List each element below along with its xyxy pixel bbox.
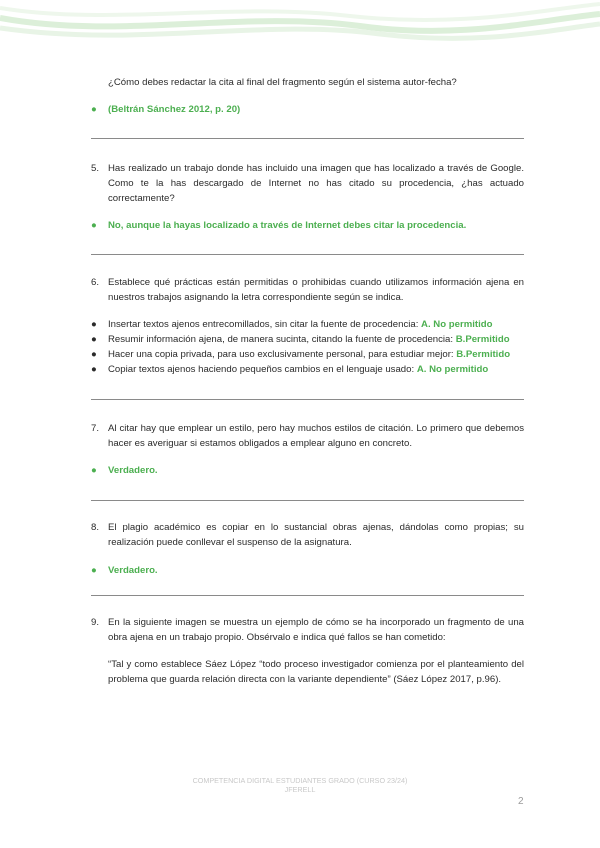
question-9 xyxy=(91,615,524,645)
section-divider xyxy=(91,254,524,255)
question-6-list xyxy=(91,317,524,377)
question-8-answer xyxy=(91,563,524,578)
page-number: 2 xyxy=(518,796,524,807)
bullet-icon: ● xyxy=(91,349,97,360)
bullet-icon: ● xyxy=(91,220,97,231)
document-body xyxy=(91,70,524,687)
bullet-icon: ● xyxy=(91,319,97,330)
question-5-answer xyxy=(91,218,524,233)
question-text: El plagio académico es copiar en lo sustancial obras ajenas, dándolas como propias; su realización puede conllevar el suspenso de la asignatura. xyxy=(108,522,524,548)
item-answer: A. No permitido xyxy=(416,364,489,375)
section-divider xyxy=(91,399,524,400)
question-text: En la siguiente imagen se muestra un ejemplo de cómo se ha incorporado un fragmento de una obra ajena en un trabajo propio. Obsérvalo e indica qué fallos se han cometido: xyxy=(108,617,524,643)
question-6 xyxy=(91,275,524,305)
list-item xyxy=(91,347,524,362)
list-item xyxy=(91,362,524,377)
section-divider xyxy=(91,595,524,596)
header-wave-decoration xyxy=(0,0,600,60)
item-answer: B.Permitido xyxy=(456,349,511,360)
question-7 xyxy=(91,421,524,451)
question-number: 8. xyxy=(91,522,100,533)
item-text: Copiar textos ajenos haciendo pequeños cambios en el lenguaje usado: xyxy=(108,364,417,375)
question-number: 6. xyxy=(91,277,100,288)
item-answer: B.Permitido xyxy=(455,334,510,345)
question-number: 7. xyxy=(91,423,100,434)
intro-answer xyxy=(91,102,524,117)
bullet-icon: ● xyxy=(91,364,97,375)
question-text: Al citar hay que emplear un estilo, pero hay muchos estilos de citación. Lo primero que debemos hacer es averiguar si estamos obligados a emplear alguno en concreto. xyxy=(108,423,524,449)
answer-text: Verdadero. xyxy=(108,565,158,576)
question-7-answer xyxy=(91,463,524,478)
bullet-icon: ● xyxy=(91,334,97,345)
bullet-icon: ● xyxy=(91,465,97,476)
question-8 xyxy=(91,520,524,550)
footer-author: JFERELL xyxy=(284,785,316,794)
item-answer: A. No permitido xyxy=(421,319,493,330)
answer-text: Verdadero. xyxy=(108,465,158,476)
intro-question: ¿Cómo debes redactar la cita al final del fragmento según el sistema autor-fecha? xyxy=(108,77,457,88)
question-text: Has realizado un trabajo donde has incluido una imagen que has localizado a través de Google. Como te la has descargado de Internet no has citado su procedencia, ¿has actuado correctamente? xyxy=(108,163,524,204)
section-divider xyxy=(91,500,524,501)
answer-text: (Beltrán Sánchez 2012, p. 20) xyxy=(108,104,241,115)
answer-text: No, aunque la hayas localizado a través de Internet debes citar la procedencia. xyxy=(108,220,467,231)
item-text: Resumir información ajena, de manera sucinta, citando la fuente de procedencia: xyxy=(108,334,456,345)
list-item xyxy=(91,332,524,347)
section-divider xyxy=(91,138,524,139)
item-text: Hacer una copia privada, para uso exclusivamente personal, para estudiar mejor: xyxy=(108,349,457,360)
page-footer xyxy=(0,776,600,794)
question-number: 5. xyxy=(91,163,100,174)
question-number: 9. xyxy=(91,617,100,628)
list-item xyxy=(91,317,524,332)
question-5 xyxy=(91,161,524,206)
question-text: Establece qué prácticas están permitidas o prohibidas cuando utilizamos información ajena en nuestros trabajos asignando la letra correspondiente según se indica. xyxy=(108,277,524,303)
bullet-icon: ● xyxy=(91,104,97,115)
item-text: Insertar textos ajenos entrecomillados, sin citar la fuente de procedencia: xyxy=(108,319,422,330)
footer-course: COMPETENCIA DIGITAL ESTUDIANTES GRADO (CURSO 23/24) xyxy=(192,776,408,785)
quoted-fragment: “Tal y como establece Sáez López “todo proceso investigador comienza por el planteamiento del problema que guarda relación directa con la variante dependiente” (Sáez López 2017, p.96). xyxy=(108,659,524,685)
bullet-icon: ● xyxy=(91,565,97,576)
